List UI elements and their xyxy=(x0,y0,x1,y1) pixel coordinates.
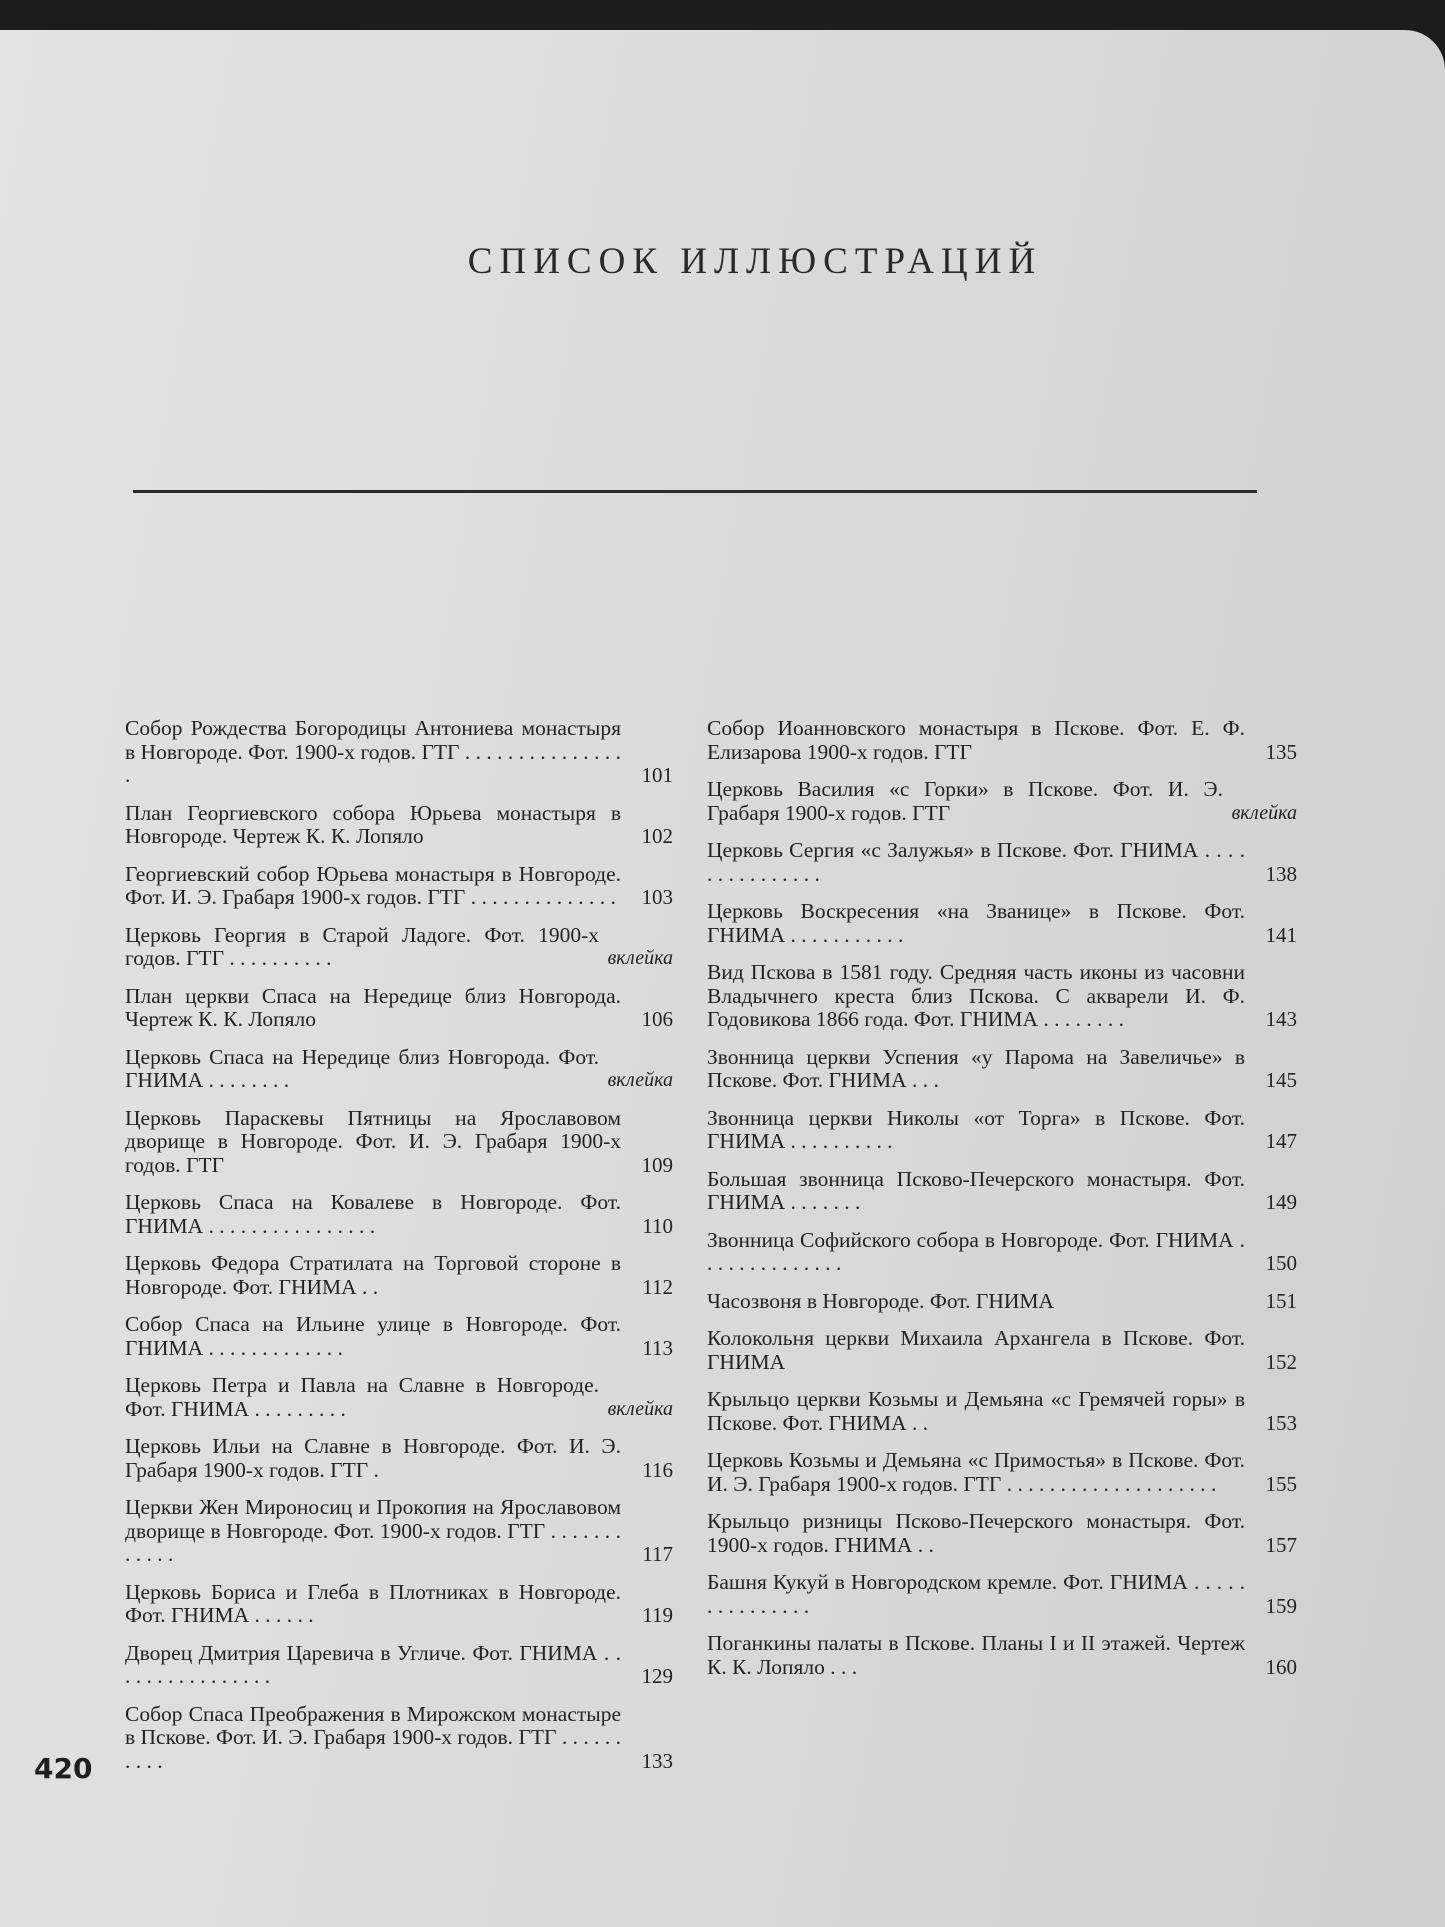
illustration-title: Вид Пскова в 1581 году. Средняя часть иконы из часовни Владычнего креста близ Пскова. С акварели И. Ф. Годовикова 1866 года. Фот. ГНИМА . . . . . . . . xyxy=(707,960,1245,1031)
list-item xyxy=(707,1510,1297,1557)
list-item xyxy=(707,1327,1297,1374)
list-item xyxy=(125,863,673,910)
list-item xyxy=(125,924,673,971)
illustration-page: 119 xyxy=(642,1603,673,1627)
list-item xyxy=(125,1374,673,1421)
illustration-title: Георгиевский собор Юрьева монастыря в Новгороде. Фот. И. Э. Грабаря 1900-х годов. ГТГ . . . . . . . . . . . . . . xyxy=(125,861,621,909)
illustration-title: Дворец Дмитрия Царевича в Угличе. Фот. ГНИМА . . . . . . . . . . . . . . . . xyxy=(125,1640,621,1688)
illustration-title: Собор Рождества Богородицы Антониева монастыря в Новгороде. Фот. 1900-х годов. ГТГ . . . . . . . . . . . . . . . . xyxy=(125,716,621,787)
illustration-title: Собор Спаса Преображения в Мирожском монастыре в Пскове. Фот. И. Э. Грабаря 1900-х годов. ГТГ . . . . . . . . . . xyxy=(125,1701,621,1773)
illustration-page: 129 xyxy=(641,1664,673,1688)
illustration-page: 109 xyxy=(641,1152,673,1177)
illustration-title: План Георгиевского собора Юрьева монастыря в Новгороде. Чертеж К. К. Лопяло xyxy=(125,800,621,848)
illustration-page: 149 xyxy=(1265,1190,1297,1214)
illustration-title: Церковь Ильи на Славне в Новгороде. Фот. И. Э. Грабаря 1900-х годов. ГТГ . xyxy=(125,1434,621,1482)
illustration-page: вклейка xyxy=(607,1397,673,1420)
list-item xyxy=(707,1290,1297,1314)
illustration-page: 113 xyxy=(642,1335,673,1360)
illustration-page: 147 xyxy=(1265,1129,1297,1153)
illustration-page: 151 xyxy=(1265,1288,1297,1313)
illustration-page: 102 xyxy=(641,824,673,848)
illustration-title: Звонница церкви Николы «от Торга» в Пскове. Фот. ГНИМА . . . . . . . . . . xyxy=(707,1105,1245,1153)
list-item xyxy=(707,1107,1297,1154)
list-item xyxy=(125,1642,673,1689)
illustration-title: План церкви Спаса на Нередице близ Новгорода. Чертеж К. К. Лопяло xyxy=(125,983,621,1031)
list-item xyxy=(125,717,673,788)
illustration-title: Церковь Петра и Павла на Славне в Новгороде. Фот. ГНИМА . . . . . . . . . xyxy=(125,1373,599,1421)
page-number: 420 xyxy=(34,1752,93,1785)
illustration-title: Церковь Параскевы Пятницы на Ярославовом дворище в Новгороде. Фот. И. Э. Грабаря 1900-х годов. ГТГ xyxy=(125,1105,621,1177)
right-column xyxy=(707,717,1297,1693)
illustration-page: 138 xyxy=(1265,861,1297,886)
list-item xyxy=(707,961,1297,1032)
illustration-page: 155 xyxy=(1265,1471,1297,1496)
illustration-page: вклейка xyxy=(607,1069,673,1091)
list-item xyxy=(707,1571,1297,1618)
list-item xyxy=(707,1632,1297,1679)
illustration-title: Церковь Спаса на Нередице близ Новгорода. Фот. ГНИМА . . . . . . . . xyxy=(125,1044,599,1092)
illustration-page: 152 xyxy=(1265,1349,1297,1374)
list-item xyxy=(125,1252,673,1299)
illustration-page: 141 xyxy=(1265,922,1297,947)
illustration-page: 110 xyxy=(642,1213,673,1238)
illustration-page: 153 xyxy=(1265,1410,1297,1435)
list-item xyxy=(707,1046,1297,1093)
list-item xyxy=(707,1168,1297,1215)
list-item xyxy=(125,1313,673,1360)
illustration-title: Поганкины палаты в Пскове. Планы I и II этажей. Чертеж К. К. Лопяло . . . xyxy=(707,1631,1245,1679)
illustration-page: 116 xyxy=(642,1457,673,1482)
illustration-title: Церкви Жен Мироносиц и Прокопия на Ярославовом дворище в Новгороде. Фот. 1900-х годов. ГТГ . . . . . . . . . . . . xyxy=(125,1495,621,1566)
list-item xyxy=(125,802,673,849)
list-item xyxy=(125,1496,673,1567)
illustration-title: Церковь Козьмы и Демьяна «с Примостья» в Пскове. Фот. И. Э. Грабаря 1900-х годов. ГТГ . . . . . . . . . . . . . . . . . . . . xyxy=(707,1448,1245,1496)
left-column xyxy=(125,717,673,1787)
list-item xyxy=(125,1435,673,1482)
illustration-title: Крыльцо ризницы Псково-Печерского монастыря. Фот. 1900-х годов. ГНИМА . . xyxy=(707,1509,1245,1557)
illustration-title: Башня Кукуй в Новгородском кремле. Фот. ГНИМА . . . . . . . . . . . . . . . xyxy=(707,1570,1245,1618)
list-item xyxy=(125,1046,673,1093)
illustration-title: Церковь Бориса и Глеба в Плотниках в Новгороде. Фот. ГНИМА . . . . . . xyxy=(125,1579,621,1627)
list-item xyxy=(125,1191,673,1238)
illustration-page: 117 xyxy=(642,1542,673,1566)
illustration-page: 103 xyxy=(641,885,673,909)
illustration-title: Церковь Федора Стратилата на Торговой стороне в Новгороде. Фот. ГНИМА . . xyxy=(125,1251,621,1299)
illustration-title: Церковь Воскресения «на Званице» в Пскове. Фот. ГНИМА . . . . . . . . . . . xyxy=(707,899,1245,947)
illustration-page: 101 xyxy=(641,763,673,787)
heading-rule xyxy=(133,490,1257,493)
illustration-page: вклейка xyxy=(1231,801,1297,824)
illustration-title: Церковь Спаса на Ковалеве в Новгороде. Фот. ГНИМА . . . . . . . . . . . . . . . . xyxy=(125,1190,621,1238)
list-item xyxy=(707,900,1297,947)
list-item xyxy=(707,1388,1297,1435)
illustration-page: 159 xyxy=(1265,1593,1297,1618)
illustration-title: Церковь Сергия «с Залужья» в Пскове. Фот. ГНИМА . . . . . . . . . . . . . . . xyxy=(707,838,1245,886)
illustration-page: 145 xyxy=(1265,1068,1297,1092)
illustration-page: 150 xyxy=(1265,1251,1297,1275)
list-item xyxy=(125,1107,673,1178)
illustration-title: Звонница церкви Успения «у Парома на Завеличье» в Пскове. Фот. ГНИМА . . . xyxy=(707,1044,1245,1092)
list-item xyxy=(707,778,1297,825)
illustration-page: 106 xyxy=(641,1007,673,1031)
list-item xyxy=(125,1581,673,1628)
illustration-title: Церковь Василия «с Горки» в Пскове. Фот. И. Э. Грабаря 1900-х годов. ГТГ xyxy=(707,777,1223,825)
illustration-title: Собор Иоанновского монастыря в Пскове. Фот. Е. Ф. Елизарова 1900-х годов. ГТГ xyxy=(707,716,1245,764)
illustration-page: 143 xyxy=(1265,1007,1297,1031)
list-item xyxy=(125,1703,673,1774)
illustration-title: Большая звонница Псково-Печерского монастыря. Фот. ГНИМА . . . . . . . xyxy=(707,1166,1245,1214)
illustration-title: Крыльцо церкви Козьмы и Демьяна «с Гремячей горы» в Пскове. Фот. ГНИМА . . xyxy=(707,1387,1245,1435)
illustration-page: 133 xyxy=(641,1748,673,1773)
list-item xyxy=(707,1449,1297,1496)
illustration-page: 135 xyxy=(1265,739,1297,764)
illustration-title: Колокольня церкви Михаила Архангела в Пскове. Фот. ГНИМА xyxy=(707,1326,1245,1374)
list-item xyxy=(707,839,1297,886)
illustration-title: Собор Спаса на Ильине улице в Новгороде. Фот. ГНИМА . . . . . . . . . . . . . xyxy=(125,1312,621,1360)
book-page xyxy=(0,30,1445,1927)
illustration-page: вклейка xyxy=(607,947,673,969)
list-item xyxy=(707,717,1297,764)
illustration-page: 112 xyxy=(642,1274,673,1299)
list-item xyxy=(125,985,673,1032)
page-heading: СПИСОК ИЛЛЮСТРАЦИЙ xyxy=(467,241,1043,282)
list-item xyxy=(707,1229,1297,1276)
illustration-title: Звонница Софийского собора в Новгороде. Фот. ГНИМА . . . . . . . . . . . . . . xyxy=(707,1227,1245,1275)
illustration-title: Часозвоня в Новгороде. Фот. ГНИМА xyxy=(707,1288,1055,1313)
illustration-page: 157 xyxy=(1265,1532,1297,1557)
illustration-title: Церковь Георгия в Старой Ладоге. Фот. 1900-х годов. ГТГ . . . . . . . . . . xyxy=(125,922,599,970)
illustration-page: 160 xyxy=(1265,1654,1297,1679)
